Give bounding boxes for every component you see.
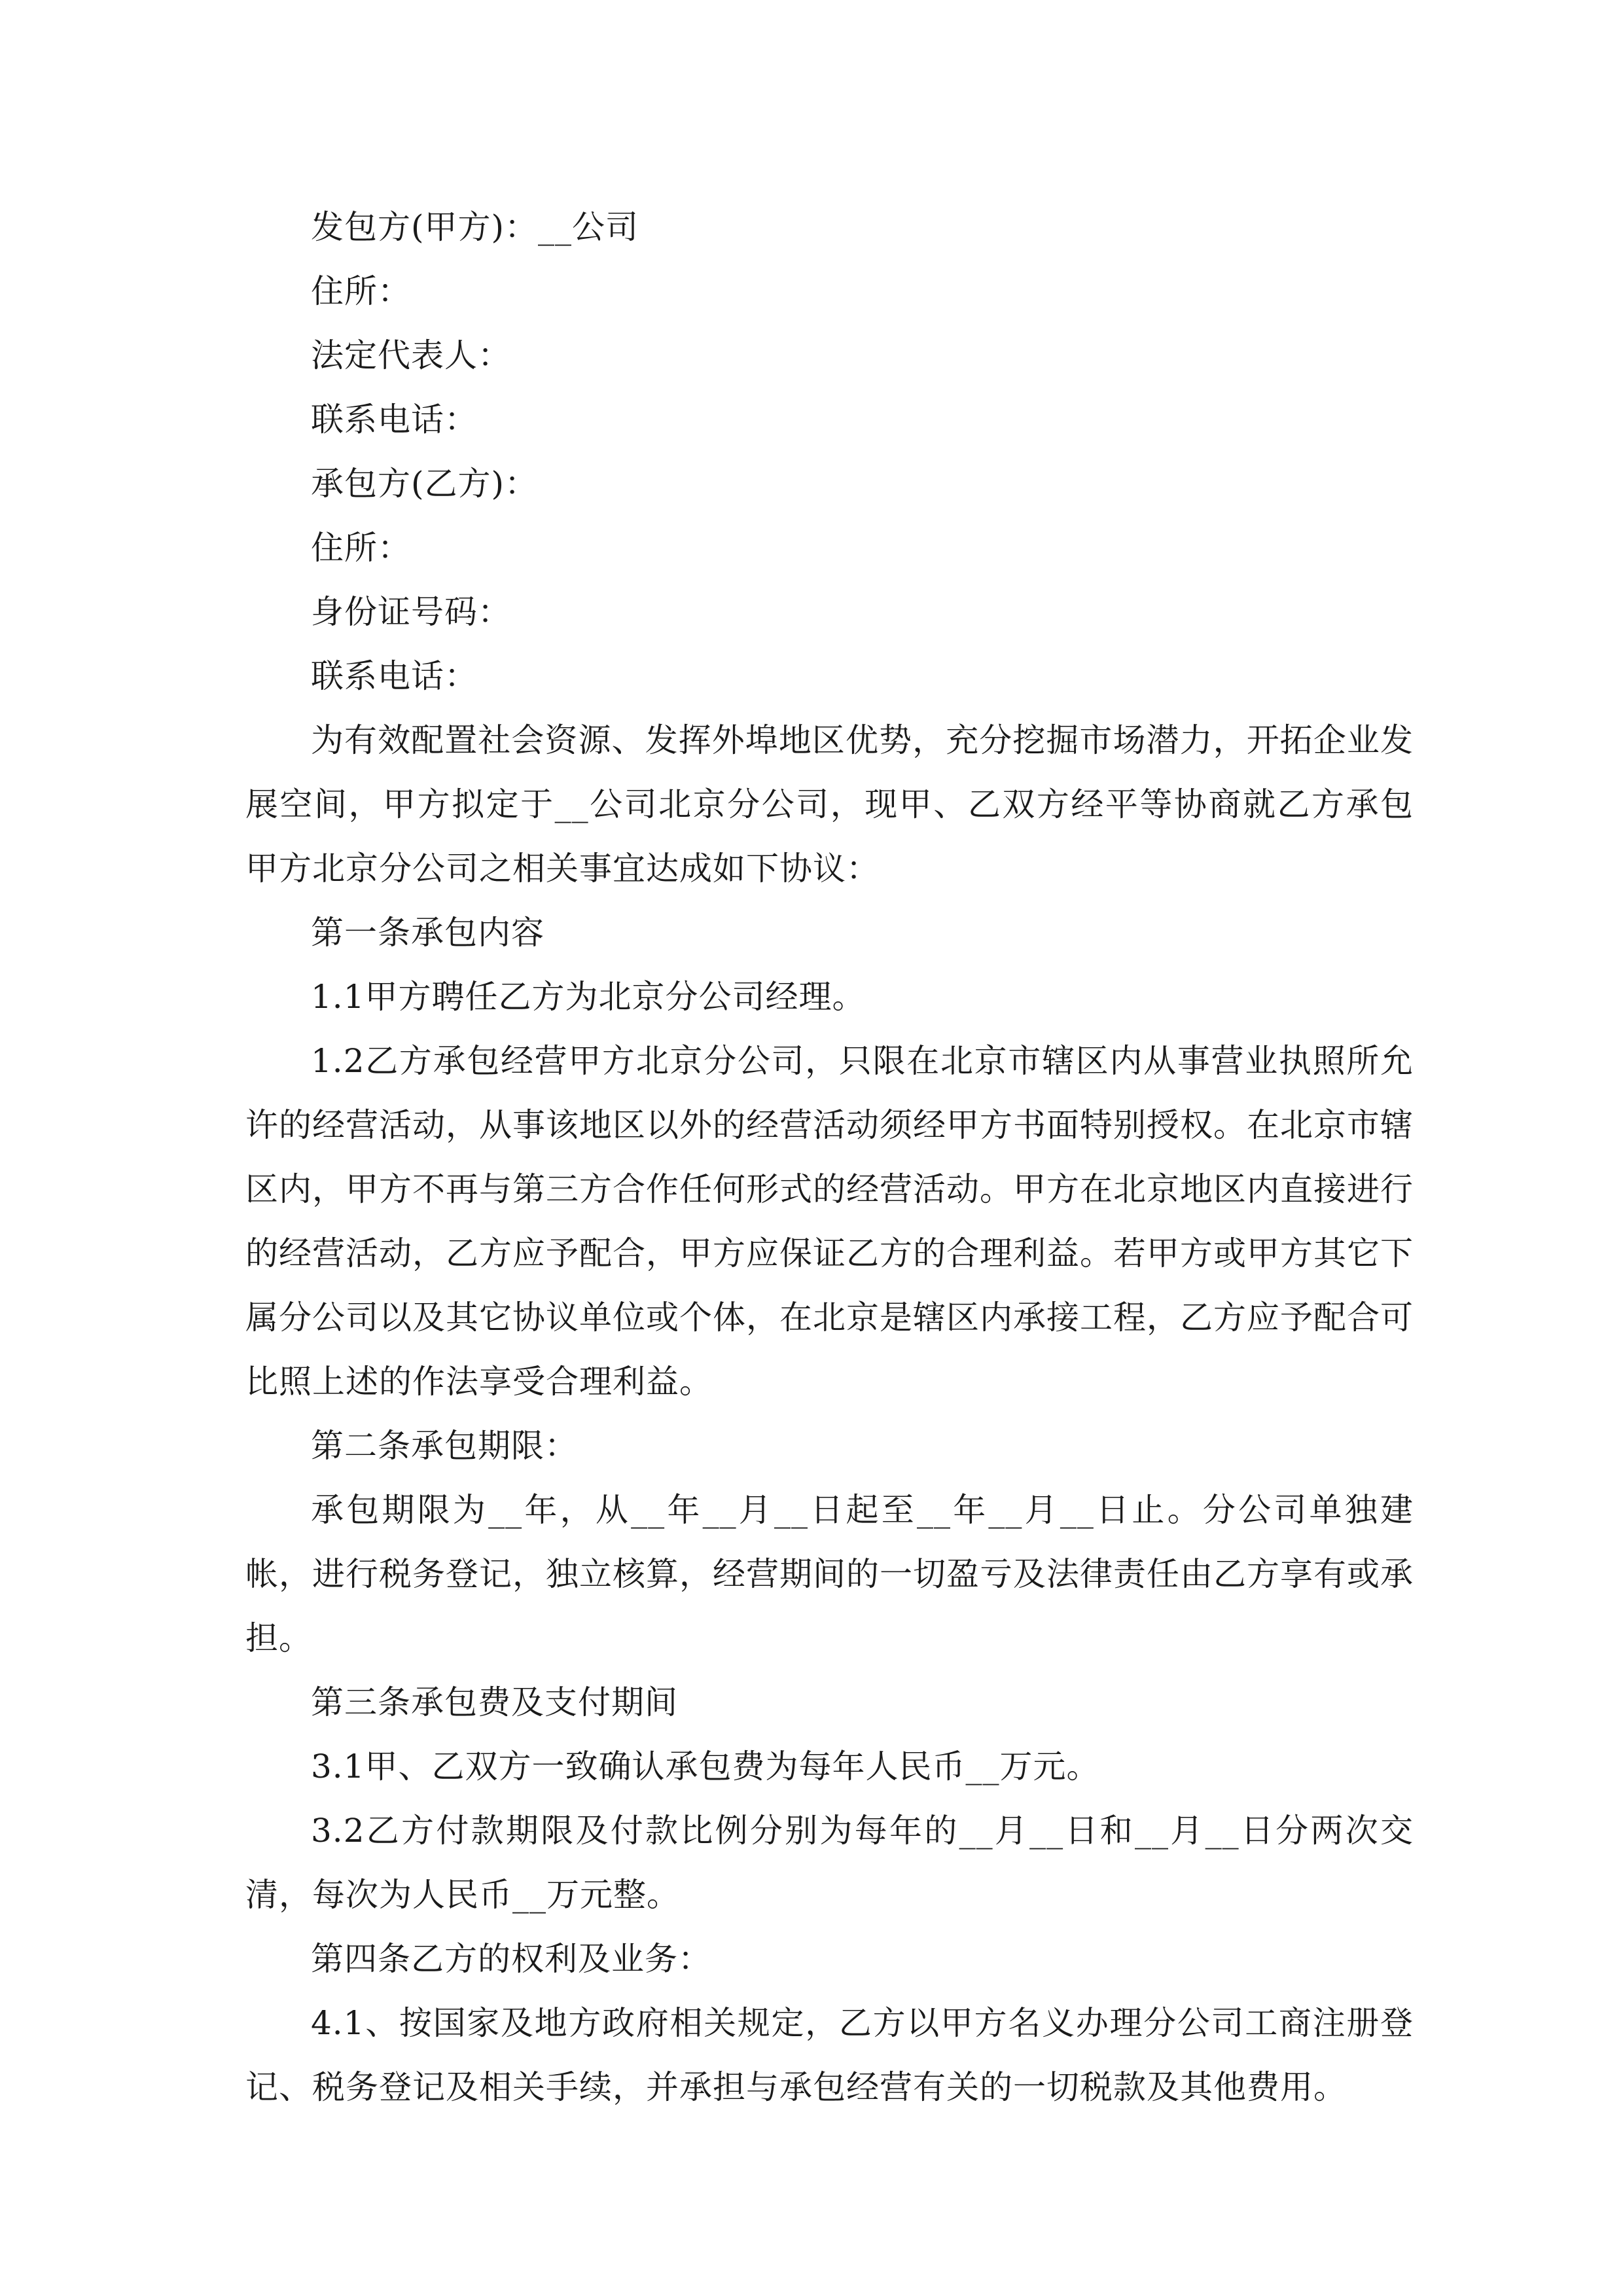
party-a-phone-line: 联系电话：	[311, 401, 478, 439]
party-b-phone-line: 联系电话：	[311, 657, 478, 695]
article-1-heading: 第一条承包内容	[311, 914, 544, 952]
clause-4-1: 4.1、按国家及地方政府相关规定，乙方以甲方名义办理分公司工商注册登记、税务登记及相关手续，并承担与承包经营有关的一切税款及其他费用。	[245, 2004, 1414, 2106]
party-b-address-line: 住所：	[311, 529, 411, 567]
clause-1-2: 1.2乙方承包经营甲方北京分公司，只限在北京市辖区内从事营业执照所允许的经营活动，从事该地区以外的经营活动须经甲方书面特别授权。在北京市辖区内，甲方不再与第三方合作任何形式的经营活动。甲方在北京地区内直接进行的经营活动，乙方应予配合，甲方应保证乙方的合理利益。若甲方或甲方其它下属分公司以及其它协议单位或个体，在北京是辖区内承接工程，乙方应予配合可比照上述的作法享受合理利益。	[245, 1042, 1414, 1401]
preamble-paragraph: 为有效配置社会资源、发挥外埠地区优势，充分挖掘市场潜力，开拓企业发展空间，甲方拟定于__公司北京分公司，现甲、乙双方经平等协商就乙方承包甲方北京分公司之相关事宜达成如下协议：	[245, 721, 1414, 888]
party-a-legal-rep-line: 法定代表人：	[311, 336, 511, 374]
article-3-heading: 第三条承包费及支付期间	[311, 1683, 678, 1721]
article-4-heading: 第四条乙方的权利及业务：	[311, 1940, 711, 1978]
party-b-id-line: 身份证号码：	[311, 593, 511, 631]
clause-1-1: 1.1甲方聘任乙方为北京分公司经理。	[311, 978, 866, 1016]
article-2-body: 承包期限为__年，从__年__月__日起至__年__月__日止。分公司单独建帐，进行税务登记，独立核算，经营期间的一切盈亏及法律责任由乙方享有或承担。	[245, 1491, 1414, 1657]
party-a-line: 发包方(甲方)：__公司	[311, 208, 639, 246]
clause-3-2: 3.2乙方付款期限及付款比例分别为每年的__月__日和__月__日分两次交清，每次为人民币__万元整。	[245, 1812, 1414, 1914]
party-a-address-line: 住所：	[311, 272, 411, 310]
article-2-heading: 第二条承包期限：	[311, 1427, 578, 1465]
clause-3-1: 3.1甲、乙双方一致确认承包费为每年人民币__万元。	[311, 1748, 1100, 1785]
party-b-line: 承包方(乙方)：	[311, 465, 539, 503]
document-body	[245, 195, 1414, 2119]
